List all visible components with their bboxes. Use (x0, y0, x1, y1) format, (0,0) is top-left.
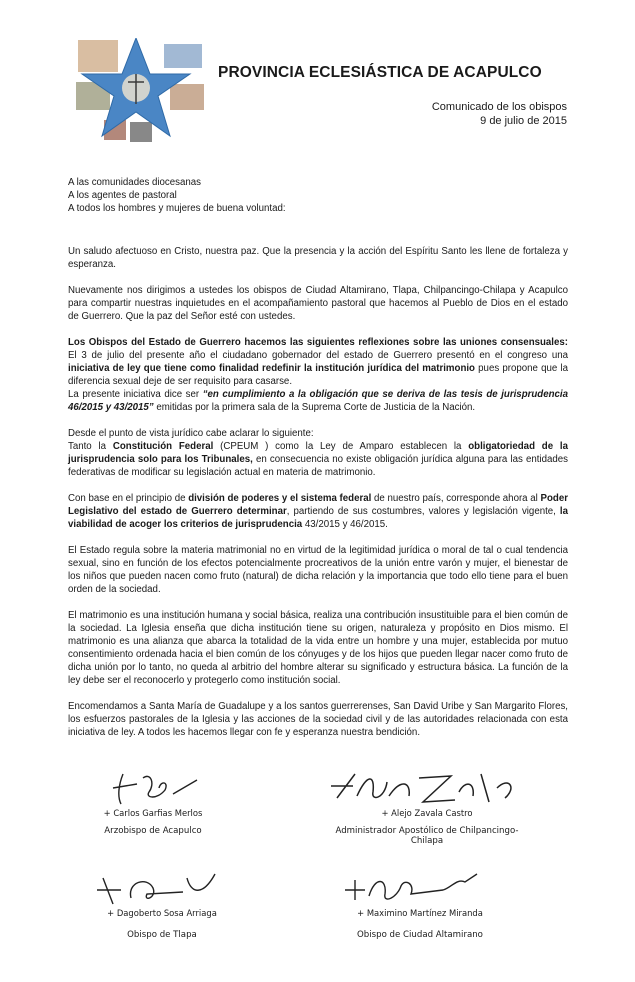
communique-meta (432, 100, 567, 128)
addressee: A todos los hombres y mujeres de buena voluntad: (68, 203, 286, 214)
signature-block (330, 868, 510, 940)
paragraph-legal: Desde el punto de vista jurídico cabe aclarar lo siguiente: Tanto la Constitución Federal (CPEUM ) como la Ley de Amparo establecen la obligatoriedad de la jurisprudencia solo para los Tribunales, en consecuencia no existe obligación jurídica alguna para las entidades federativas de modificar su legislación actual en materia de matrimonio. (68, 428, 568, 478)
signer-name: + Carlos Garfias Merlos (103, 808, 203, 818)
signer-name: + Alejo Zavala Castro (381, 808, 473, 818)
communique-date: 9 de julio de 2015 (480, 115, 567, 127)
paragraph-federal: Con base en el principio de división de poderes y el sistema federal de nuestro país, corresponde ahora al Poder Legislativo del estado de Guerrero determinar, partiendo de sus costumbres, valores y legislación vigente, la viabilidad de acoger los criterios de jurisprudencia 43/2015 y 46/2015. (68, 493, 568, 530)
communique-subtitle: Comunicado de los obispos (431, 101, 567, 113)
bold-text: Los Obispos del Estado de Guerrero hacemos las siguientes reflexiones sobre las uniones consensuales: (68, 337, 568, 348)
quoted-text: “en cumplimiento a la obligación que se deriva de las tesis de jurisprudencia 46/2015 y 43/2015” (68, 389, 568, 413)
letter-body (68, 176, 568, 752)
addressee: A los agentes de pastoral (68, 190, 177, 201)
signature-block (82, 868, 242, 940)
signature-block (88, 770, 218, 836)
bold-text: iniciativa de ley que tiene como finalidad redefinir la institución jurídica del matrimonio (68, 363, 475, 374)
addressees (68, 176, 568, 215)
paragraph-blessing: Encomendamos a Santa María de Guadalupe y a los santos guerrerenses, San David Uribe y San Margarito Flores, los esfuerzos pastorales de la Iglesia y las acciones de la sociedad civil y de las autoridades relacionada con esta iniciativa de ley. A todos les hacemos llegar con fe y esperanza nuestra bendición. (68, 701, 568, 738)
bold-text: división de poderes y el sistema federal (188, 493, 372, 504)
paragraph-marriage: El matrimonio es una institución humana y social básica, realiza una contribución insustituible para el bien común de la sociedad. La Iglesia enseña que dicha institución tiene su origen, naturaleza y propósito en Dios mismo. El matrimonio es una alianza que abarca la totalidad de la vida entre un hombre y una mujer, establecida por mutuo consentimiento ordenada hacia el bien común de los cónyuges y de los hijos que pueden llegar nacer como fruto de dicha unión por lo tanto, no queda al arbitrio del hombre alterar su significado y estructura básica. La función de la ley debe ser el reconocerlo y protegerlo como institución social. (68, 610, 568, 686)
paragraph-greeting: Un saludo afectuoso en Cristo, nuestra paz. Que la presencia y la acción del Espíritu Santo les llene de fortaleza y esperanza. (68, 246, 568, 270)
bold-text: Constitución Federal (112, 441, 214, 452)
signer-name: + Maximino Martínez Miranda (357, 908, 483, 918)
bold-text: Poder Legislativo del estado de Guerrero determinar (68, 493, 568, 517)
bold-text: obligatoriedad de la jurisprudencia solo para los Tribunales, (68, 441, 568, 465)
handwritten-signature (87, 868, 237, 908)
paragraph-initiative: La presente iniciativa dice ser “en cumplimiento a la obligación que se deriva de las tesis de jurisprudencia 46/2015 y 43/2015” emitidas por la primera sala de la Suprema Corte de Justicia de la Nación. (68, 389, 568, 413)
signer-name: + Dagoberto Sosa Arriaga (107, 908, 217, 918)
document-title: PROVINCIA ECLESIÁSTICA DE ACAPULCO (218, 64, 542, 81)
bold-text: la viabilidad de acoger los criterios de jurisprudencia (68, 506, 568, 530)
handwritten-signature (93, 770, 213, 808)
paragraph-intro: Nuevamente nos dirigimos a ustedes los obispos de Ciudad Altamirano, Tlapa, Chilpancingo-Chilapa y Acapulco para compartir nuestras inquietudes en el acompañamiento pastoral que hacemos al Pueblo de Dios en el estado de Guerrero. Que la paz del Señor esté con ustedes. (68, 285, 568, 322)
addressee: A las comunidades diocesanas (68, 177, 202, 188)
signature-block (322, 768, 532, 846)
signer-role: Obispo de Ciudad Altamirano (357, 930, 483, 940)
signer-role: Administrador Apostólico de Chilpancingo-Chilapa (335, 826, 519, 846)
signer-role: Obispo de Tlapa (127, 930, 197, 940)
paragraph-reflections: Los Obispos del Estado de Guerrero hacemos las siguientes reflexiones sobre las uniones consensuales: El 3 de julio del presente año el ciudadano gobernador del estado de Guerrero presentó en el congreso una iniciativa de ley que tiene como finalidad redefinir la institución jurídica del matrimonio pues propone que la diferencia sexual deje de ser requisito para casarse. (68, 337, 568, 387)
paragraph-state: El Estado regula sobre la materia matrimonial no en virtud de la legitimidad jurídica o moral de tal o cual tendencia sexual, sino en función de los efectos potencialmente procreativos de la unión entre varón y mujer, el bienestar de los niños que pueden nacen como fruto (natural) de dicha relación y la importancia que todo ello tiene para el buen orden de la sociedad. (68, 545, 568, 595)
signer-role: Arzobispo de Acapulco (104, 826, 202, 836)
handwritten-signature (327, 768, 527, 808)
handwritten-signature (335, 868, 505, 908)
diocese-logo (74, 38, 206, 146)
